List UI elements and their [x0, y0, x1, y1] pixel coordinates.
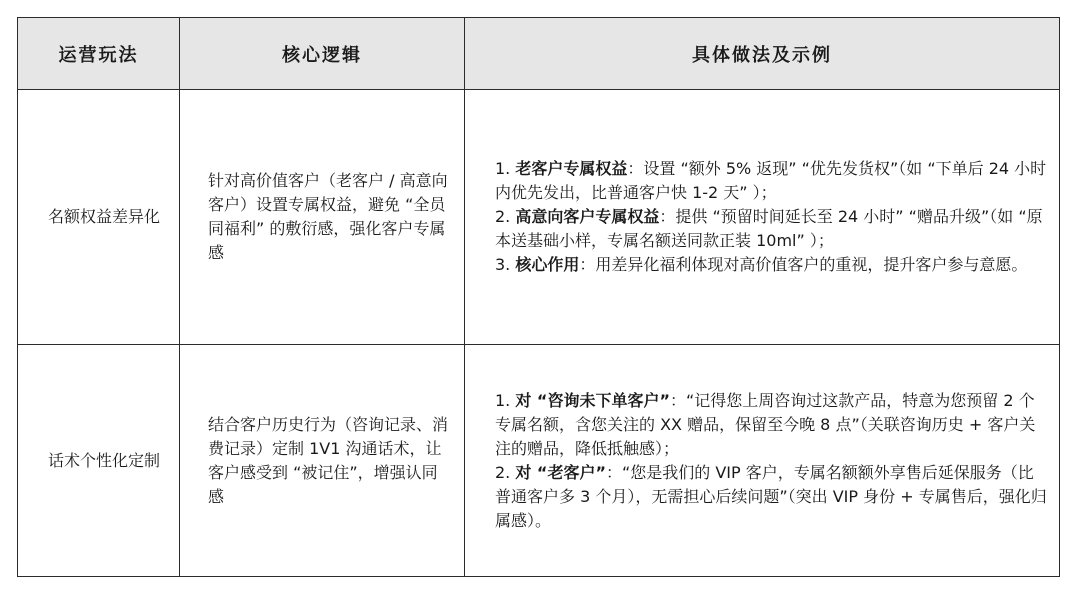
practice-point [495, 389, 1049, 461]
logic-cell: 结合客户历史行为（咨询记录、消费记录）定制 1V1 沟通话术，让客户感受到 “被记住”，增强认同感 [180, 345, 465, 577]
point-number: 3. [495, 255, 516, 274]
table-row [18, 345, 1060, 577]
header-logic: 核心逻辑 [180, 18, 465, 90]
play-cell: 名额权益差异化 [18, 90, 180, 345]
point-title: 核心作用 [515, 255, 580, 274]
point-text: ：“记得您上周咨询过这款产品，特意为您预留 2 个专属名额，含您关注的 XX 赠品，保留至今晚 8 点”（关联咨询历史 + 客户关注的赠品，降低抵触感）； [495, 390, 1036, 458]
table-row [18, 90, 1060, 345]
point-number: 1. [495, 390, 516, 410]
logic-cell: 针对高价值客户（老客户 / 高意向客户）设置专属权益，避免 “全员同福利” 的敷衍感，强化客户专属感 [180, 90, 465, 345]
strategy-table [17, 17, 1060, 577]
practice-point [495, 253, 1049, 277]
play-cell: 话术个性化定制 [18, 345, 180, 577]
header-row [18, 18, 1060, 90]
point-text: ：“您是我们的 VIP 客户，专属名额额外享售后延保服务（比普通客户多 3 个月），无需担心后续问题”（突出 VIP 身份 + 专属售后，强化归属感）。 [495, 462, 1047, 530]
point-text: ：设置 “额外 5% 返现” “优先发货权”（如 “下单后 24 小时内优先发出，比普通客户快 1-2 天” ）； [495, 159, 1047, 202]
point-title: 对 “咨询未下单客户” [515, 390, 670, 410]
point-number: 1. [495, 159, 516, 178]
practice-point [495, 461, 1049, 533]
point-title: 对 “老客户” [515, 462, 606, 482]
practice-point [495, 205, 1049, 253]
point-number: 2. [495, 462, 516, 482]
point-title: 老客户专属权益 [515, 159, 628, 178]
header-play: 运营玩法 [18, 18, 180, 90]
header-practice: 具体做法及示例 [465, 18, 1060, 90]
point-text: ：提供 “预留时间延长至 24 小时” “赠品升级”（如 “原本送基础小样，专属名额送同款正装 10ml” ）； [495, 207, 1043, 250]
point-text: ：用差异化福利体现对高价值客户的重视，提升客户参与意愿。 [579, 255, 1028, 274]
point-title: 高意向客户专属权益 [515, 207, 660, 226]
practice-cell [465, 345, 1060, 577]
practice-cell [465, 90, 1060, 345]
point-number: 2. [495, 207, 516, 226]
practice-point [495, 157, 1049, 205]
